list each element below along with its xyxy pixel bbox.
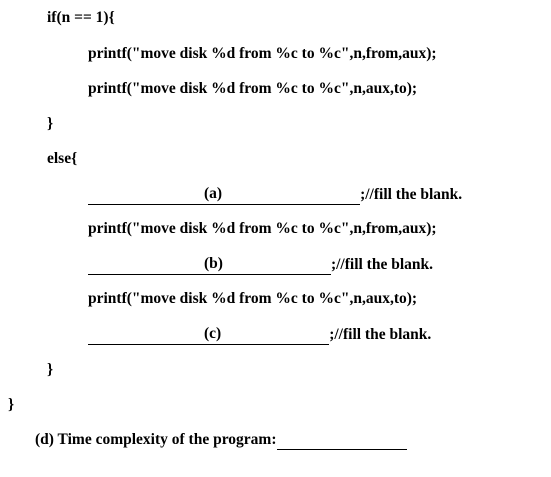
code-else-close-brace: } [47,361,54,378]
blank-c-left-line [88,330,204,345]
code-printf-aux-to: printf("move disk %d from %c to %c",n,aux,to); [88,80,418,97]
code-outer-close-brace: } [8,396,15,413]
blank-b-right-line [223,260,331,275]
blank-b-left-line [88,260,204,275]
blank-row-c [88,324,431,345]
blank-row-b [88,254,433,275]
blank-a-right-line [222,190,360,205]
blank-row-a [88,184,462,205]
question-d-row [35,430,407,450]
code-printf-from-aux: printf("move disk %d from %c to %c",n,from,aux); [88,45,437,62]
code-else-line: else{ [47,150,78,167]
blank-c-suffix: ;//fill the blank. [329,326,432,343]
question-d-answer-line [277,435,407,450]
question-d-text: (d) Time complexity of the program: [35,431,277,448]
blank-c-label: (c) [204,324,221,345]
code-printf-from-aux-2: printf("move disk %d from %c to %c",n,from,aux); [88,220,437,237]
blank-a-suffix: ;//fill the blank. [360,186,463,203]
blank-a-label: (a) [204,184,222,205]
blank-b-suffix: ;//fill the blank. [330,256,434,273]
blank-b-label: (b) [204,254,223,275]
code-if-line: if(n == 1){ [47,9,115,26]
code-printf-aux-to-2: printf("move disk %d from %c to %c",n,aux,to); [88,290,418,307]
blank-c-right-line [221,330,329,345]
blank-a-left-line [88,190,204,205]
code-if-close-brace: } [47,115,54,132]
